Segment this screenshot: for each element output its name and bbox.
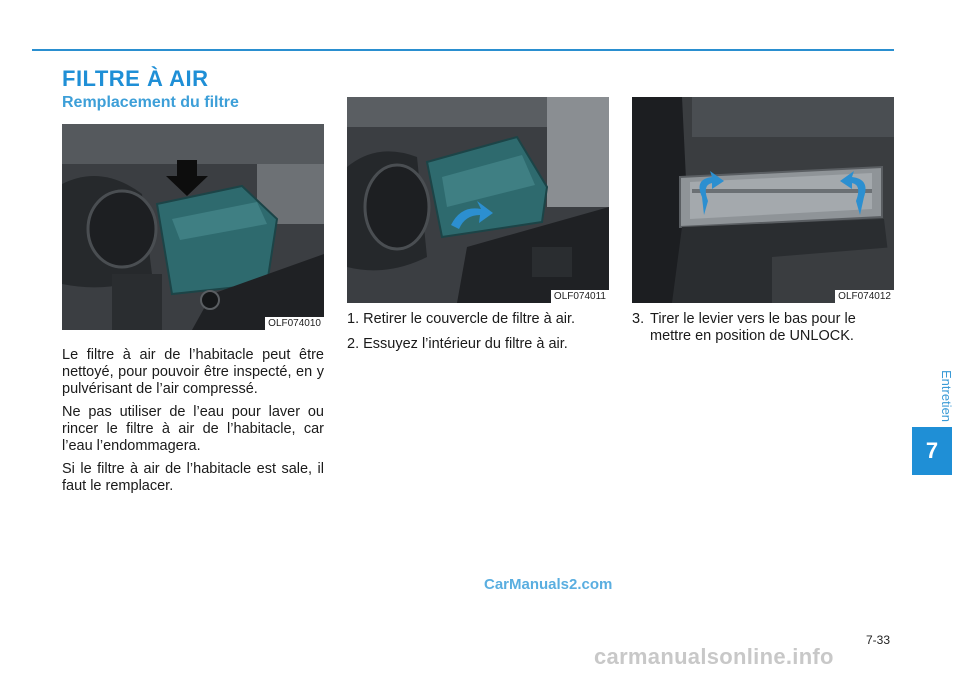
figure-code: OLF074012 [835, 290, 894, 303]
page-number: 7-33 [865, 633, 890, 647]
step-item [632, 311, 894, 345]
chapter-tab-label: Entretien [939, 369, 954, 423]
figure-code: OLF074011 [551, 290, 609, 303]
body-paragraph: Le filtre à air de l’habitacle peut être nettoyé, pour pouvoir être inspecté, en y pulvérisant de l’air compressé. [62, 347, 324, 397]
figure-engine-bay-filter-location [62, 124, 324, 330]
section-title: FILTRE À AIR [62, 66, 209, 91]
footer-watermark: carmanualsonline.info [594, 644, 834, 669]
engine-bay-illustration [62, 124, 324, 330]
figure-remove-cover [347, 97, 609, 303]
step-item: 1. Retirer le couvercle de filtre à air. [347, 311, 576, 327]
engine-bay-illustration [347, 97, 609, 303]
figure-code: OLF074010 [265, 317, 324, 330]
step-text: Tirer le levier vers le bas pour le [650, 311, 856, 327]
figure-unlock-lever [632, 97, 894, 303]
watermark: CarManuals2.com [484, 576, 613, 593]
step-item: 2. Essuyez l’intérieur du filtre à air. [347, 336, 568, 352]
step-number: 3. [632, 311, 645, 327]
chapter-number: 7 [912, 427, 952, 475]
steps-list [347, 311, 609, 361]
body-paragraph: Ne pas utiliser de l’eau pour laver ou rincer le filtre à air de l’habitacle, car l’eau l’endommagera. [62, 404, 324, 454]
subsection-title: Remplacement du filtre [62, 94, 239, 111]
filter-housing-illustration [632, 97, 894, 303]
header-rule [32, 49, 894, 51]
step-text: mettre en position de UNLOCK. [650, 328, 854, 344]
body-paragraph: Si le filtre à air de l’habitacle est sale, il faut le remplacer. [62, 461, 324, 494]
